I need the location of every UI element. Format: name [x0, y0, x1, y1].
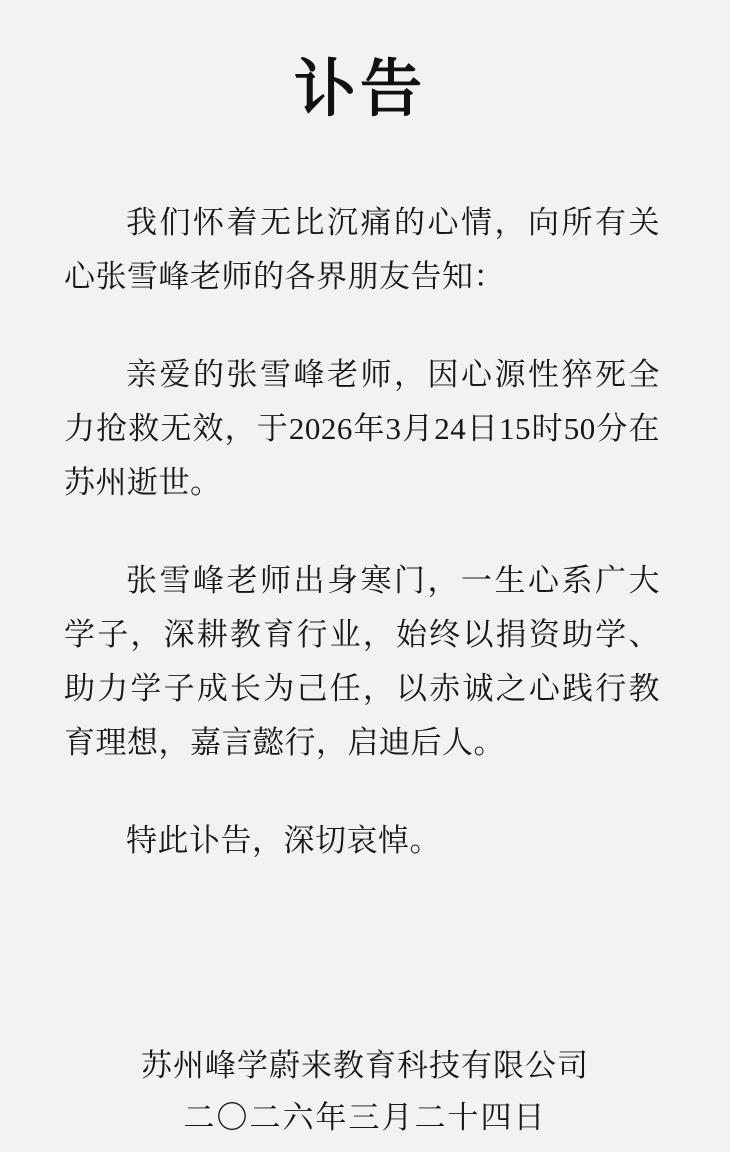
page-title: 讣告 [293, 52, 426, 125]
paragraph: 特此讣告，深切哀悼。 [126, 823, 441, 859]
paragraph: 张雪峰老师出身寒门，一生心系广大学子，深耕教育行业，始终以捐资助学、助力学子成长为己任，以赤诚之心践行教育理想，嘉言懿行，启迪后人。 [64, 563, 660, 761]
document-body [64, 196, 666, 868]
signature-organization: 苏州峰学蔚来教育科技有限公司 [141, 1048, 589, 1083]
signature-block [64, 1042, 666, 1142]
signature-date: 二〇二六年三月二十四日 [183, 1100, 547, 1135]
paragraph: 亲爱的张雪峰老师，因心源性猝死全力抢救无效，于2026年3月24日15时50分在苏州逝世。 [64, 357, 660, 501]
paragraph: 我们怀着无比沉痛的心情，向所有关心张雪峰老师的各界朋友告知： [64, 205, 660, 295]
